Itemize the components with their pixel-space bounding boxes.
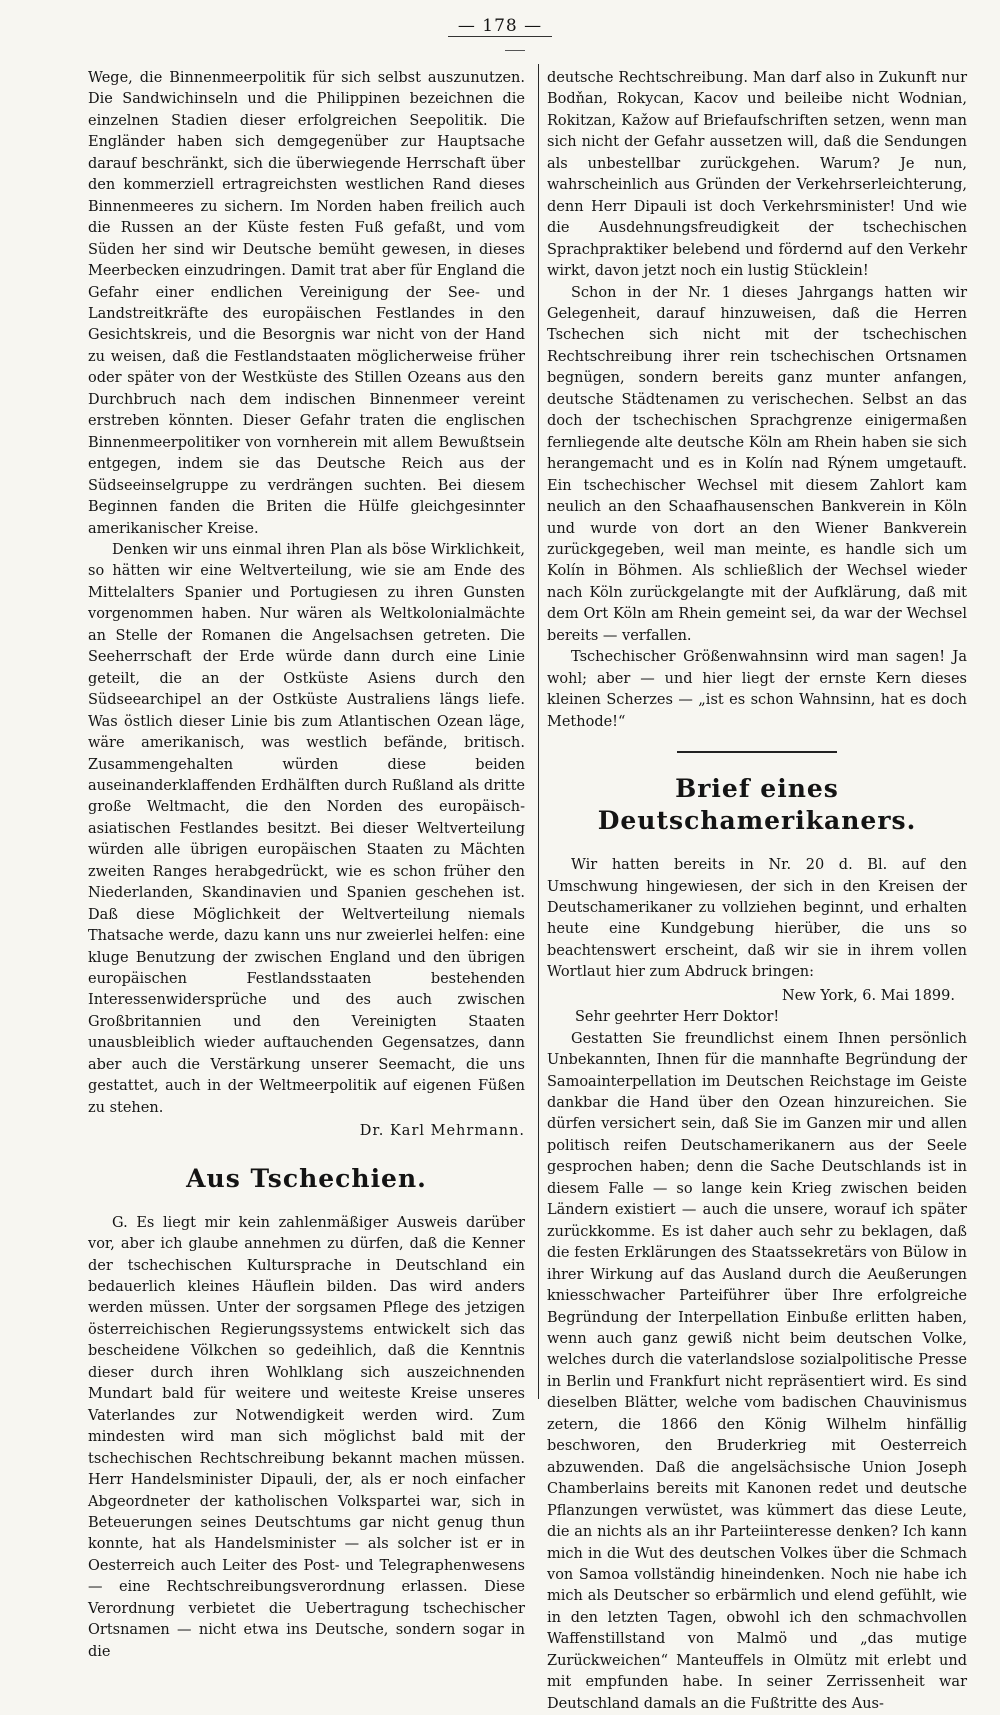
article-continuation-paragraph: deutsche Rechtschreibung. Man darf also in Zukunft nur Bodňan, Rokycan, Kacov und beileibe nicht Wodnian, Rokitzan, Kažow auf Briefaufschriften setzen, wenn man sich nicht der Gefahr aussetzen will, daß die Sendungen als unbestellbar zurückgehen. Warum? Je nun, wahrscheinlich aus Gründen der Verkehrserleichterung, denn Herr Dipauli ist doch Verkehrsminister! Und wie die Ausdehnungsfreudigkeit der tschechischen Sprachpraktiker belebend und fördernd auf den Verkehr wirkt, davon jetzt noch ein lustig Stücklein! [547, 70, 967, 280]
article-paragraph: Wir hatten bereits in Nr. 20 d. Bl. auf den Umschwung hingewiesen, der sich in den Kreisen der Deutschamerikaner zu vollziehen beginnt, und erhalten heute eine Kundgebung hierüber, die uns so beachtenswert erscheint, daß wir sie in ihrem vollen Wortlaut hier zum Abdruck bringen: [547, 857, 967, 981]
article-paragraph: Denken wir uns einmal ihren Plan als böse Wirklichkeit, so hätten wir eine Weltverteilung, wie sie am Ende des Mittelalters Spanier und Portugiesen zu ihren Gunsten vorgenommen haben. Nur wären als Weltkolonialmächte an Stelle der Romanen die Angelsachsen getreten. Die Seeherrschaft der Erde würde dann durch eine Linie geteilt, die an der Ostküste Asiens durch den Südseearchipel an der Ostküste Australiens längs liefe. Was östlich dieser Linie bis zum Atlantischen Ozean läge, wäre amerikanisch, was westlich befände, britisch. Zusammengehalten würden diese beiden auseinanderklaffenden Erdhälften durch Rußland als dritte große Weltmacht, die den Norden des europäisch-asiatischen Festlandes besitzt. Bei dieser Weltverteilung würden alle übrigen europäischen Staaten zu Mächten zweiten Ranges herabgedrückt, wie es schon früher den Niederlanden, Skandinavien und Spanien geschehen ist. Daß diese Möglichkeit der Weltverteilung niemals Thatsache werde, dazu kann uns nur zweierlei helfen: eine kluge Benutzung der zwischen England und den übrigen europäischen Festlandsstaaten bestehenden Interessenwidersprüche und des auch zwischen Großbritannien und den Vereinigten Staaten unausbleiblich wieder auftauchenden Gegensatzes, dann aber auch die Verstärkung unserer Seemacht, die uns gestattet, auch in der Weltmeerpolitik auf eigenen Füßen zu stehen. [88, 541, 525, 1116]
column-divider [538, 64, 539, 1399]
article-paragraph: Tschechischer Größenwahnsinn wird man sagen! Ja wohl; aber — und hier liegt der ernste Kern dieses kleinen Scherzes — „ist es schon Wahnsinn, hat es doch Methode!“ [547, 649, 967, 730]
section-separator [677, 751, 837, 753]
letter-salutation: Sehr geehrter Herr Doktor! [575, 1009, 780, 1026]
author-signature: Dr. Karl Mehrmann. [359, 1123, 525, 1140]
page-number: — 178 — [0, 16, 1000, 36]
article-heading: Aus Tschechien. [186, 1163, 427, 1193]
article-heading: Brief eines Deutschamerikaners. [597, 774, 917, 836]
article-continuation-paragraph: Wege, die Binnenmeerpolitik für sich selbst auszunutzen. Die Sandwichinseln und die Philippinen bezeichnen die einzelnen Stadien dieser erfolgreichen Seepolitik. Die Engländer haben sich demgegenüber zur Hauptsache darauf beschränkt, sich die überwiegende Herrschaft über den kommerziell ertragreichsten westlichen Rand dieses Binnenmeeres zu sichern. Im Norden haben freilich auch die Russen an der Küste festen Fuß gefaßt, und vom Süden her sind wir Deutsche bemüht gewesen, in dieses Meerbecken einzudringen. Damit trat aber für England die Gefahr einer endlichen Vereinigung der See- und Landstreitkräfte des europäischen Festlandes in den Gesichtskreis, und die Besorgnis war nicht von der Hand zu weisen, daß die Festlandstaaten möglicherweise früher oder später von der Westküste des Stillen Ozeans aus den Durchbruch nach dem indischen Binnenmeer vereint erstreben könnten. Dieser Gefahr traten die englischen Binnenmeerpolitiker von vornherein mit allem Bewußtsein entgegen, indem sie das Deutsche Reich aus der Südseeinselgruppe zu verdrängen suchten. Bei diesem Beginnen fanden die Briten die Hülfe gleichgesinnter amerikanischer Kreise. [88, 70, 525, 537]
letter-paragraph: Gestatten Sie freundlichst einem Ihnen persönlich Unbekannten, Ihnen für die mannhafte Begründung der Samoainterpellation im Deutschen Reichstage im Geiste dankbar die Hand über den Ozean hinzureichen. Sie dürfen versichert sein, daß Sie im Ganzen mir und allen politisch reifen Deutschamerikanern aus der Seele gesprochen haben; denn die Sache Deutschlands ist in diesem Falle — so lange kein Krieg zwischen beiden Ländern existiert — auch die unsere, worauf ich später zurückkomme. Es ist daher auch sehr zu beklagen, daß die festen Erklärungen des Staatssekretärs von Bülow in ihrer Wirkung auf das Ausland durch die Aeußerungen kniesschwacher Parteiführer über Ihre erfolgreiche Begründung der Interpellation Einbuße erlitten haben, wenn auch ganz gewiß nicht beim deutschen Volke, welches durch die vaterlandslose sozialpolitische Presse in Berlin und Frankfurt nicht repräsentiert wird. Es sind dieselben Blätter, welche vom badischen Chauvinismus zetern, die 1866 den König Wilhelm hinfällig beschworen, den Bruderkrieg mit Oesterreich abzuwenden. Daß die angelsächsische Union Joseph Chamberlains bereits mit Kanonen redet und deutsche Pflanzungen verwüstet, was kümmert das diese Leute, die an nichts als an ihr Parteiinteresse denken? Ich kann mich in die Wut des deutschen Volkes über die Schmach von Samoa vollständig hineindenken. Noch nie habe ich mich als Deutscher so erbärmlich und elend gefühlt, wie in den letzten Tagen, obwohl ich den schmachvollen Waffenstillstand von Malmö und „das mutige Zurückweichen“ Manteuffels in Olmütz mit erlebt und mit empfunden habe. In seiner Zerrissenheit war Deutschland damals an die Fußtritte des Aus- [547, 1030, 967, 1712]
right-column [547, 68, 967, 1715]
letter-dateline: New York, 6. Mai 1899. [782, 987, 955, 1004]
top-rule [505, 50, 525, 51]
left-column [88, 68, 525, 1663]
article-paragraph: Schon in der Nr. 1 dieses Jahrgangs hatten wir Gelegenheit, darauf hinzuweisen, daß die Herren Tschechen sich nicht mit der tschechischen Rechtschreibung ihrer rein tschechischen Ortsnamen begnügen, sondern bereits ganz munter anfangen, deutsche Städtenamen zu verischechen. Selbst an das doch der tschechischen Sprachgrenze einigermaßen fernliegende alte deutsche Köln am Rhein haben sie sich herangemacht und es in Kolín nad Rýnem umgetauft. Ein tschechischer Wechsel mit diesem Zahlort kam neulich an den Schaafhausenschen Bankverein in Köln und wurde von dort an den Wiener Bankverein zurückgegeben, weil man meinte, es handle sich um Kolín in Böhmen. Als schließlich der Wechsel wieder nach Köln zurückgelangte mit der Aufklärung, daß mit dem Ort Köln am Rhein gemeint sei, da war der Wechsel bereits — verfallen. [547, 284, 967, 644]
article-paragraph: G. Es liegt mir kein zahlenmäßiger Ausweis darüber vor, aber ich glaube annehmen zu dürfen, daß die Kenner der tschechischen Kultursprache in Deutschland ein bedauerlich kleines Häuflein bilden. Das wird anders werden müssen. Unter der sorgsamen Pflege des jetzigen österreichischen Regierungssystems entwickelt sich das bescheidene Völkchen so gedeihlich, daß die Kenntnis dieser durch ihren Wohlklang sich auszeichnenden Mundart bald für weitere und weiteste Kreise unseres Vaterlandes zur Notwendigkeit werden wird. Zum mindesten wird man sich möglichst bald mit der tschechischen Rechtschreibung bekannt machen müssen. Herr Handelsminister Dipauli, der, als er noch einfacher Abgeordneter der katholischen Volkspartei war, sich in Beteuerungen seines Deutschtums gar nicht genug thun konnte, hat als Handelsminister — als solcher ist er in Oesterreich auch Leiter des Post- und Telegraphenwesens — eine Rechtschreibungsverordnung erlassen. Diese Verordnung verbietet die Uebertragung tschechischer Ortsnamen — nicht etwa ins Deutsche, sondern sogar in die [88, 1214, 525, 1660]
